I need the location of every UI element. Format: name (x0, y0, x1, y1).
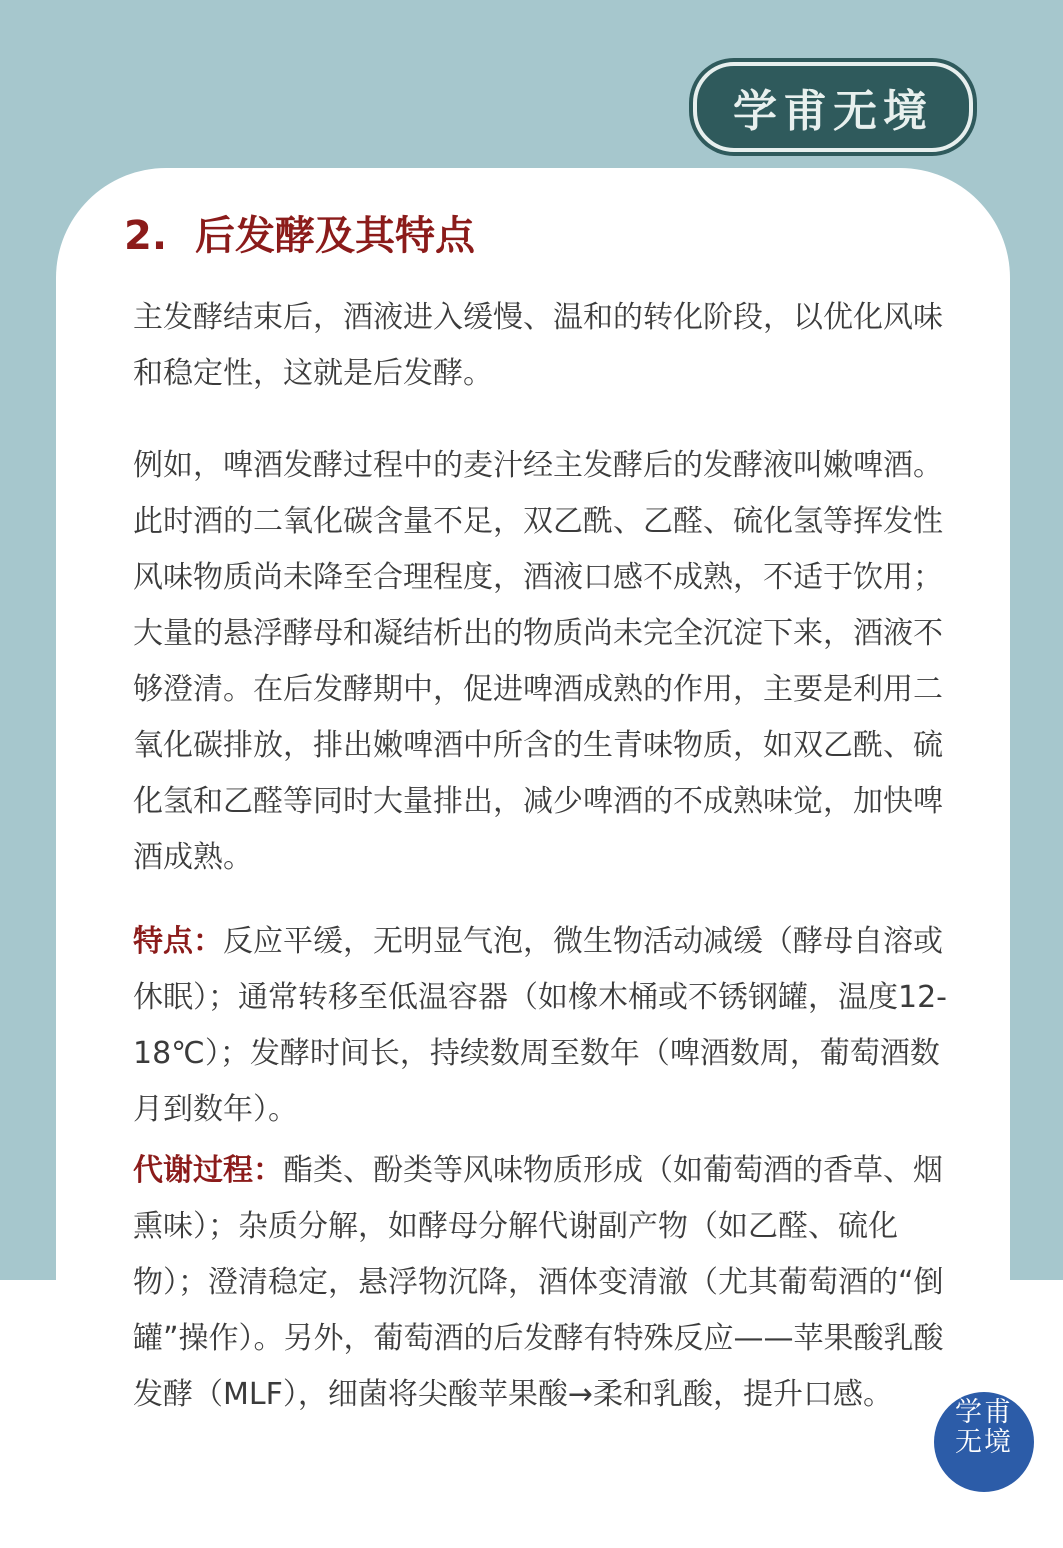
features-label: 特点： (133, 924, 223, 959)
metabolism-label: 代谢过程： (133, 1153, 283, 1188)
intro-paragraph: 主发酵结束后，酒液进入缓慢、温和的转化阶段，以优化风味和稳定性，这就是后发酵。 (133, 300, 943, 391)
metabolism-text: 酯类、酚类等风味物质形成（如葡萄酒的香草、烟熏味）；杂质分解，如酵母分解代谢副产物（如乙醛、硫化物）；澄清稳定，悬浮物沉降，酒体变清澈（尤其葡萄酒的“倒罐”操作）。另外，葡萄酒的后发酵有特殊反应——苹果酸乳酸发酵（MLF），细菌将尖酸苹果酸→柔和乳酸，提升口感。 (133, 1153, 944, 1412)
example-paragraph: 例如，啤酒发酵过程中的麦汁经主发酵后的发酵液叫嫩啤酒。此时酒的二氧化碳含量不足，双乙酰、乙醛、硫化氢等挥发性风味物质尚未降至合理程度，酒液口感不成熟，不适于饮用；大量的悬浮酵母和凝结析出的物质尚未完全沉淀下来，酒液不够澄清。在后发酵期中，促进啤酒成熟的作用，主要是利用二氧化碳排放，排出嫩啤酒中所含的生青味物质，如双乙酰、硫化氢和乙醛等同时大量排出，减少啤酒的不成熟味觉，加快啤酒成熟。 (133, 448, 943, 875)
features-paragraph (133, 914, 953, 1138)
section-title (124, 204, 475, 261)
seal-line-2: 无境 (955, 1427, 1013, 1458)
seal-line-1: 学甫 (955, 1397, 1013, 1428)
metabolism-paragraph (133, 1143, 953, 1423)
section-number: 2. (124, 213, 168, 259)
seal-stamp (934, 1392, 1034, 1492)
features-text: 反应平缓，无明显气泡，微生物活动减缓（酵母自溶或休眠）；通常转移至低温容器（如橡木桶或不锈钢罐，温度12-18℃）；发酵时间长，持续数周至数年（啤酒数周，葡萄酒数月到数年）。 (133, 924, 947, 1127)
brand-logo-text: 学甫无境 (733, 86, 933, 137)
brand-logo (693, 62, 973, 152)
section-title-text: 后发酵及其特点 (195, 213, 476, 259)
